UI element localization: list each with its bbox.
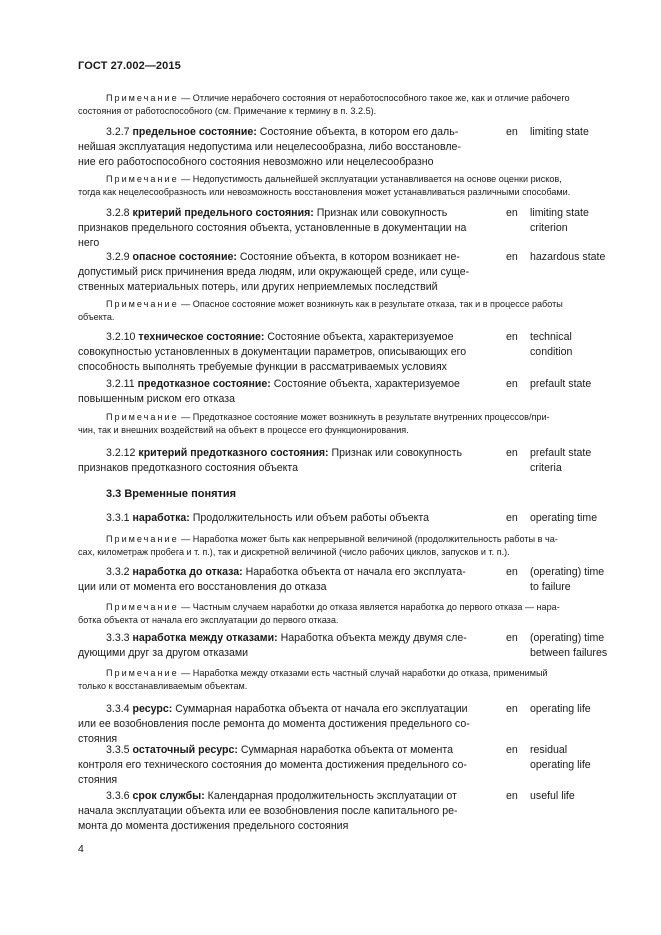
english-equivalent: (operating) time — [530, 632, 605, 644]
english-equivalent: operating life — [530, 703, 591, 715]
en-label: en — [506, 447, 518, 459]
en-label: en — [506, 126, 518, 138]
term-line: нейшая эксплуатация недопустима или нецелесообразна, либо восстановле- — [78, 141, 461, 153]
english-equivalent: criterion — [530, 222, 568, 234]
note-line: ботка объекта от начала его эксплуатации до первого отказа. — [78, 615, 339, 625]
english-equivalent: residual — [530, 744, 568, 756]
term-line: совокупностью установленных в документации параметров, описывающих его — [78, 346, 467, 358]
term-name: критерий предельного состояния: — [132, 207, 314, 219]
english-equivalent: operating life — [530, 759, 591, 771]
note-line-first: Примечание — Наработка может быть как непрерывной величиной (продолжительность работы в ча- — [106, 534, 558, 544]
term-line: контроля его технического состояния до момента достижения предельного со- — [78, 759, 467, 771]
term-line: стояния — [78, 774, 118, 786]
note-line: объекта. — [78, 312, 115, 322]
term-name: ресурс: — [132, 703, 173, 715]
document-header: ГОСТ 27.002—2015 — [78, 60, 181, 72]
term-line: дующими друг за другом отказами — [78, 647, 249, 659]
note-label: Примечание — [106, 534, 179, 544]
note-line: тогда как нецелесообразность или невозможность восстановления может устанавливаться различными способами. — [78, 187, 571, 197]
note-line-first: Примечание — Наработка между отказами есть частный случай наработки до отказа, применимый — [106, 668, 548, 678]
note-label: Примечание — [106, 412, 179, 422]
note-line-first: Примечание — Частным случаем наработки до отказа является наработка до первого отказа — нара- — [106, 602, 560, 612]
en-label: en — [506, 790, 518, 802]
english-equivalent: between failures — [530, 647, 608, 659]
note-line-first: Примечание — Недопустимость дальнейшей эксплуатации устанавливается на основе оценки рисков, — [106, 174, 562, 184]
page-number: 4 — [78, 843, 84, 855]
term-line: ственных материальных потерь, или других неприемлемых последствий — [78, 281, 438, 293]
term-name: наработка между отказами: — [132, 632, 278, 644]
english-equivalent: technical — [530, 331, 572, 343]
term-name: остаточный ресурс: — [132, 744, 238, 756]
term-line-first: 3.3.5 остаточный ресурс: Суммарная наработка объекта от момента — [106, 744, 453, 756]
english-equivalent: (operating) time — [530, 566, 605, 578]
en-label: en — [506, 207, 518, 219]
term-line-first: 3.3.4 ресурс: Суммарная наработка объекта от начала его эксплуатации — [106, 703, 468, 715]
term-name: наработка до отказа: — [132, 566, 243, 578]
term-line-first: 3.2.8 критерий предельного состояния: Признак или совокупность — [106, 207, 448, 219]
term-line: признаков предельного состояния объекта, установленные в документации на — [78, 222, 467, 234]
en-label: en — [506, 566, 518, 578]
note-label: Примечание — [106, 602, 179, 612]
term-line: стояния — [78, 733, 118, 745]
term-line-first: 3.3.2 наработка до отказа: Наработка объекта от начала его эксплуата- — [106, 566, 466, 578]
english-equivalent: limiting state — [530, 126, 589, 138]
term-line-first: 3.2.7 предельное состояние: Состояние объекта, в котором его даль- — [106, 126, 459, 138]
english-equivalent: hazardous state — [530, 251, 606, 263]
term-line-first: 3.3.6 срок службы: Календарная продолжительность эксплуатации от — [106, 790, 457, 802]
note-label: Примечание — [106, 299, 179, 309]
term-line: признаков предотказного состояния объекта — [78, 462, 298, 474]
term-line-first: 3.3.1 наработка: Продолжительность или объем работы объекта — [106, 512, 430, 524]
term-line: или ее возобновления после ремонта до момента достижения предельного со- — [78, 718, 470, 730]
term-line: ние его работоспособного состояния невозможно или нецелесообразно — [78, 156, 434, 168]
note-line: только к восстанавливаемым объектам. — [78, 681, 248, 691]
note-line: чин, так и внешних воздействий на объект в процессе его функционирования. — [78, 425, 409, 435]
note-line-first: Примечание — Опасное состояние может возникнуть как в результате отказа, так и в процессе работы — [106, 299, 563, 309]
term-line-first: 3.3.3 наработка между отказами: Наработка объекта между двумя сле- — [106, 632, 467, 644]
term-line: начала эксплуатации объекта или ее возобновления после капитального ре- — [78, 805, 458, 817]
en-label: en — [506, 744, 518, 756]
term-line-first: 3.2.11 предотказное состояние: Состояние объекта, характеризуемое — [106, 378, 460, 390]
english-equivalent: to failure — [530, 581, 571, 593]
term-line: допустимый риск причинения вреда людям, или окружающей среде, или суще- — [78, 266, 470, 278]
term-name: предельное состояние: — [132, 126, 257, 138]
en-label: en — [506, 251, 518, 263]
english-equivalent: condition — [530, 346, 573, 358]
term-line-first: 3.2.12 критерий предотказного состояния: Признак или совокупность — [106, 447, 462, 459]
section-heading: 3.3 Временные понятия — [106, 488, 237, 500]
note-line-first: Примечание — Предотказное состояние может возникнуть в результате внутренних процессов/при- — [106, 412, 550, 422]
term-line: него — [78, 237, 100, 249]
note-label: Примечание — [106, 668, 179, 678]
note-line-first: Примечание — Отличие нерабочего состояния от неработоспособного такое же, как и отличие рабочего — [106, 93, 570, 103]
term-name: опасное состояние: — [132, 251, 237, 263]
term-line-first: 3.2.10 техническое состояние: Состояние объекта, характеризуемое — [106, 331, 454, 343]
en-label: en — [506, 378, 518, 390]
english-equivalent: limiting state — [530, 207, 589, 219]
term-line-first: 3.2.9 опасное состояние: Состояние объекта, в котором возникает не- — [106, 251, 460, 263]
term-line: повышенным риском его отказа — [78, 393, 236, 405]
en-label: en — [506, 331, 518, 343]
en-label: en — [506, 703, 518, 715]
en-label: en — [506, 632, 518, 644]
english-equivalent: criteria — [530, 462, 562, 474]
en-label: en — [506, 512, 518, 524]
term-line: монта до момента достижения предельного состояния — [78, 820, 349, 832]
english-equivalent: useful life — [530, 790, 575, 802]
note-line: сах, километраж пробега и т. п.), так и дискретной величиной (число рабочих циклов, запусков и т. п.). — [78, 547, 510, 557]
term-name: техническое состояние: — [138, 331, 265, 343]
term-name: предотказное состояние: — [137, 378, 271, 390]
term-name: наработка: — [132, 512, 190, 524]
english-equivalent: prefault state — [530, 447, 592, 459]
term-name: срок службы: — [132, 790, 205, 802]
english-equivalent: prefault state — [530, 378, 592, 390]
note-label: Примечание — [106, 93, 179, 103]
term-line: ции или от момента его восстановления до отказа — [78, 581, 327, 593]
term-name: критерий предотказного состояния: — [138, 447, 329, 459]
term-line: способность выполнять требуемые функции в рассматриваемых условиях — [78, 361, 447, 373]
note-line: состояния от работоспособного (см. Примечание к термину в п. 3.2.5). — [78, 106, 377, 116]
english-equivalent: operating time — [530, 512, 598, 524]
note-label: Примечание — [106, 174, 179, 184]
